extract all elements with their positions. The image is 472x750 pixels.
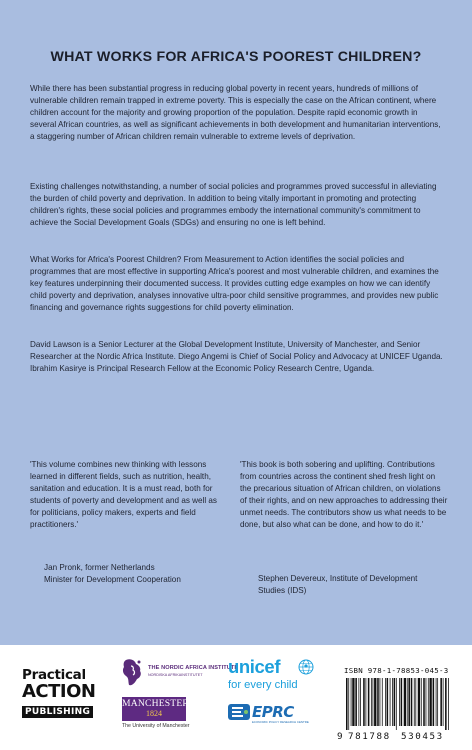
practical-action-logo (22, 667, 102, 719)
barcode-bar (426, 678, 427, 726)
barcode-bar (374, 678, 376, 726)
endorsement-attribution-pronk (44, 562, 234, 586)
barcode-bar (445, 678, 447, 730)
barcode-digits-right: 530453 (401, 731, 444, 742)
endorser-name: Jan Pronk, former Netherlands (44, 563, 155, 572)
paragraph-book-summary: What Works for Africa's Poorest Children? From Measurement to Action identifies the social policies and programmes that are most effective in supporting Africa's poorest and most vulnerable children, and examines the key features underpinning their documented success. It provides cutting edge examples on how we can identify child poverty and deprivation, analyses innovative ultra-poor child sensitive programmes, and provides new public financing and governance rights suggestions for child poverty elimination. (30, 255, 439, 312)
manchester-name: MANCHESTER (122, 698, 190, 709)
endorsement-attribution-devereux (258, 573, 448, 597)
endorser-role: Minister for Development Cooperation (44, 574, 181, 584)
barcode-bar (436, 678, 437, 726)
barcode-bar (387, 678, 389, 726)
barcode-bar (437, 678, 438, 726)
barcode-bar (368, 678, 370, 726)
endorser-role: Studies (IDS) (258, 585, 307, 595)
barcode-bar (404, 678, 406, 726)
barcode-bar (429, 678, 431, 726)
practical-action-logo-line2: ACTION (22, 681, 96, 702)
nordic-africa-institute-name: THE NORDIC AFRICA INSTITUTE (148, 665, 239, 671)
barcode-bar (433, 678, 435, 726)
barcode-bar (394, 678, 396, 726)
eprc-badge-icon (228, 704, 250, 720)
logo-footer (0, 645, 472, 750)
unicef-tagline: for every child (228, 679, 298, 691)
isbn-barcode (337, 678, 453, 730)
paragraph-challenges: Existing challenges notwithstanding, a number of social policies and programmes proved successful in alleviating the burden of child poverty and deprivation. In addition to being vitally important in promoting and protecting children's rights, these social policies and programmes embody the international community's commitment to achieve the Social Development Goals (SDGs) and ensuring no one is left behind. (30, 182, 437, 227)
manchester-subtitle: The University of Manchester (122, 723, 190, 729)
barcode-bar (355, 678, 357, 726)
barcode-bar (382, 678, 383, 726)
barcode-bar (385, 678, 386, 726)
nordic-africa-institute-name-swedish: NORDISKA AFRIKAINSTITUTET (148, 673, 203, 677)
unicef-wordmark: unicef (228, 656, 281, 677)
barcode-bar (346, 678, 348, 730)
unicef-globe-icon (298, 659, 314, 675)
unicef-logo (228, 657, 336, 692)
barcode-digits-left: 781788 (348, 731, 391, 742)
barcode-bar (423, 678, 425, 726)
barcode-bar (443, 678, 444, 726)
barcode-bar (411, 678, 413, 726)
paragraph-intro: While there has been substantial progress in reducing global poverty in recent years, hundreds of millions of vulnerable children remain trapped in extreme poverty. This is especially the case on the African continent, where children account for the majority and growing proportion of the population. Despite rapid economic growth in several African countries, as well as significant achievements in both development and humanitarian interventions, a staggering number of African children remain vulnerable to extreme levels of deprivation. (30, 84, 441, 141)
barcode-bar (418, 678, 420, 726)
barcode-bar (408, 678, 410, 726)
eprc-logo (228, 704, 336, 726)
manchester-logo-box (122, 697, 190, 721)
endorser-name: Stephen Devereux, Institute of Development (258, 574, 418, 583)
practical-action-logo-line1: Practical (22, 667, 86, 683)
manchester-year: 1824 (146, 709, 162, 718)
isbn-label: ISBN 978-1-78853-045-3 (344, 666, 449, 675)
barcode-bar (392, 678, 393, 726)
back-cover-title: WHAT WORKS FOR AFRICA'S POOREST CHILDREN? (50, 49, 422, 65)
barcode-digit-first: 9 (337, 731, 343, 742)
barcode-bar (360, 678, 361, 726)
barcode-bar (377, 678, 379, 726)
nordic-africa-institute-logo (120, 658, 239, 690)
manchester-logo (122, 697, 218, 729)
barcode-bar (407, 678, 408, 726)
paragraph-author-bios: David Lawson is a Senior Lecturer at the Global Development Institute, University of Manchester, and Senior Researcher at the Nordic Africa Institute. Diego Angemi is Chief of Social Policy and Advocacy at UNICEF Uganda. Ibrahim Kasirye is Principal Research Fellow at the Economic Policy Research Centre, Uganda. (30, 340, 443, 373)
barcode-bar (373, 678, 374, 726)
eprc-wordmark: EPRC (252, 703, 294, 721)
barcode-bar (363, 678, 365, 726)
practical-action-logo-line3: PUBLISHING (22, 706, 93, 718)
barcode-bar (358, 678, 359, 726)
endorsement-quote-pronk: 'This volume combines new thinking with lessons learned in different fields, such as nutrition, health, sanitation and education. It is a must read, both for students of poverty and development and as well as for politicians, policy makers, experts and field practitioners.' (30, 460, 217, 529)
nordic-africa-institute-icon (120, 658, 144, 688)
barcode-bar (396, 678, 397, 730)
barcode-bar (366, 678, 367, 726)
barcode-bar (415, 678, 416, 726)
barcode-bar (390, 678, 391, 726)
barcode-bar (371, 678, 372, 726)
barcode-bar (348, 678, 349, 730)
barcode-bar (414, 678, 415, 726)
barcode-bar (352, 678, 354, 726)
barcode-bar (428, 678, 429, 726)
barcode-bar (440, 678, 442, 726)
barcode-bar (380, 678, 381, 726)
eprc-subtitle: ECONOMIC POLICY RESEARCH CENTRE (252, 720, 309, 724)
barcode-bar (401, 678, 403, 726)
barcode-bar (399, 678, 400, 726)
barcode-bar (351, 678, 352, 726)
barcode-bar (448, 678, 449, 730)
barcode-bar (421, 678, 422, 726)
endorsement-quote-devereux: 'This book is both sobering and uplifting. Contributions from countries across the continent shed fresh light on the precarious situation of African children, on violations of their rights, and on new approaches to addressing their unmet needs. The contributors show us what needs to be done, but also what can be done, and how to do it.' (240, 460, 448, 529)
